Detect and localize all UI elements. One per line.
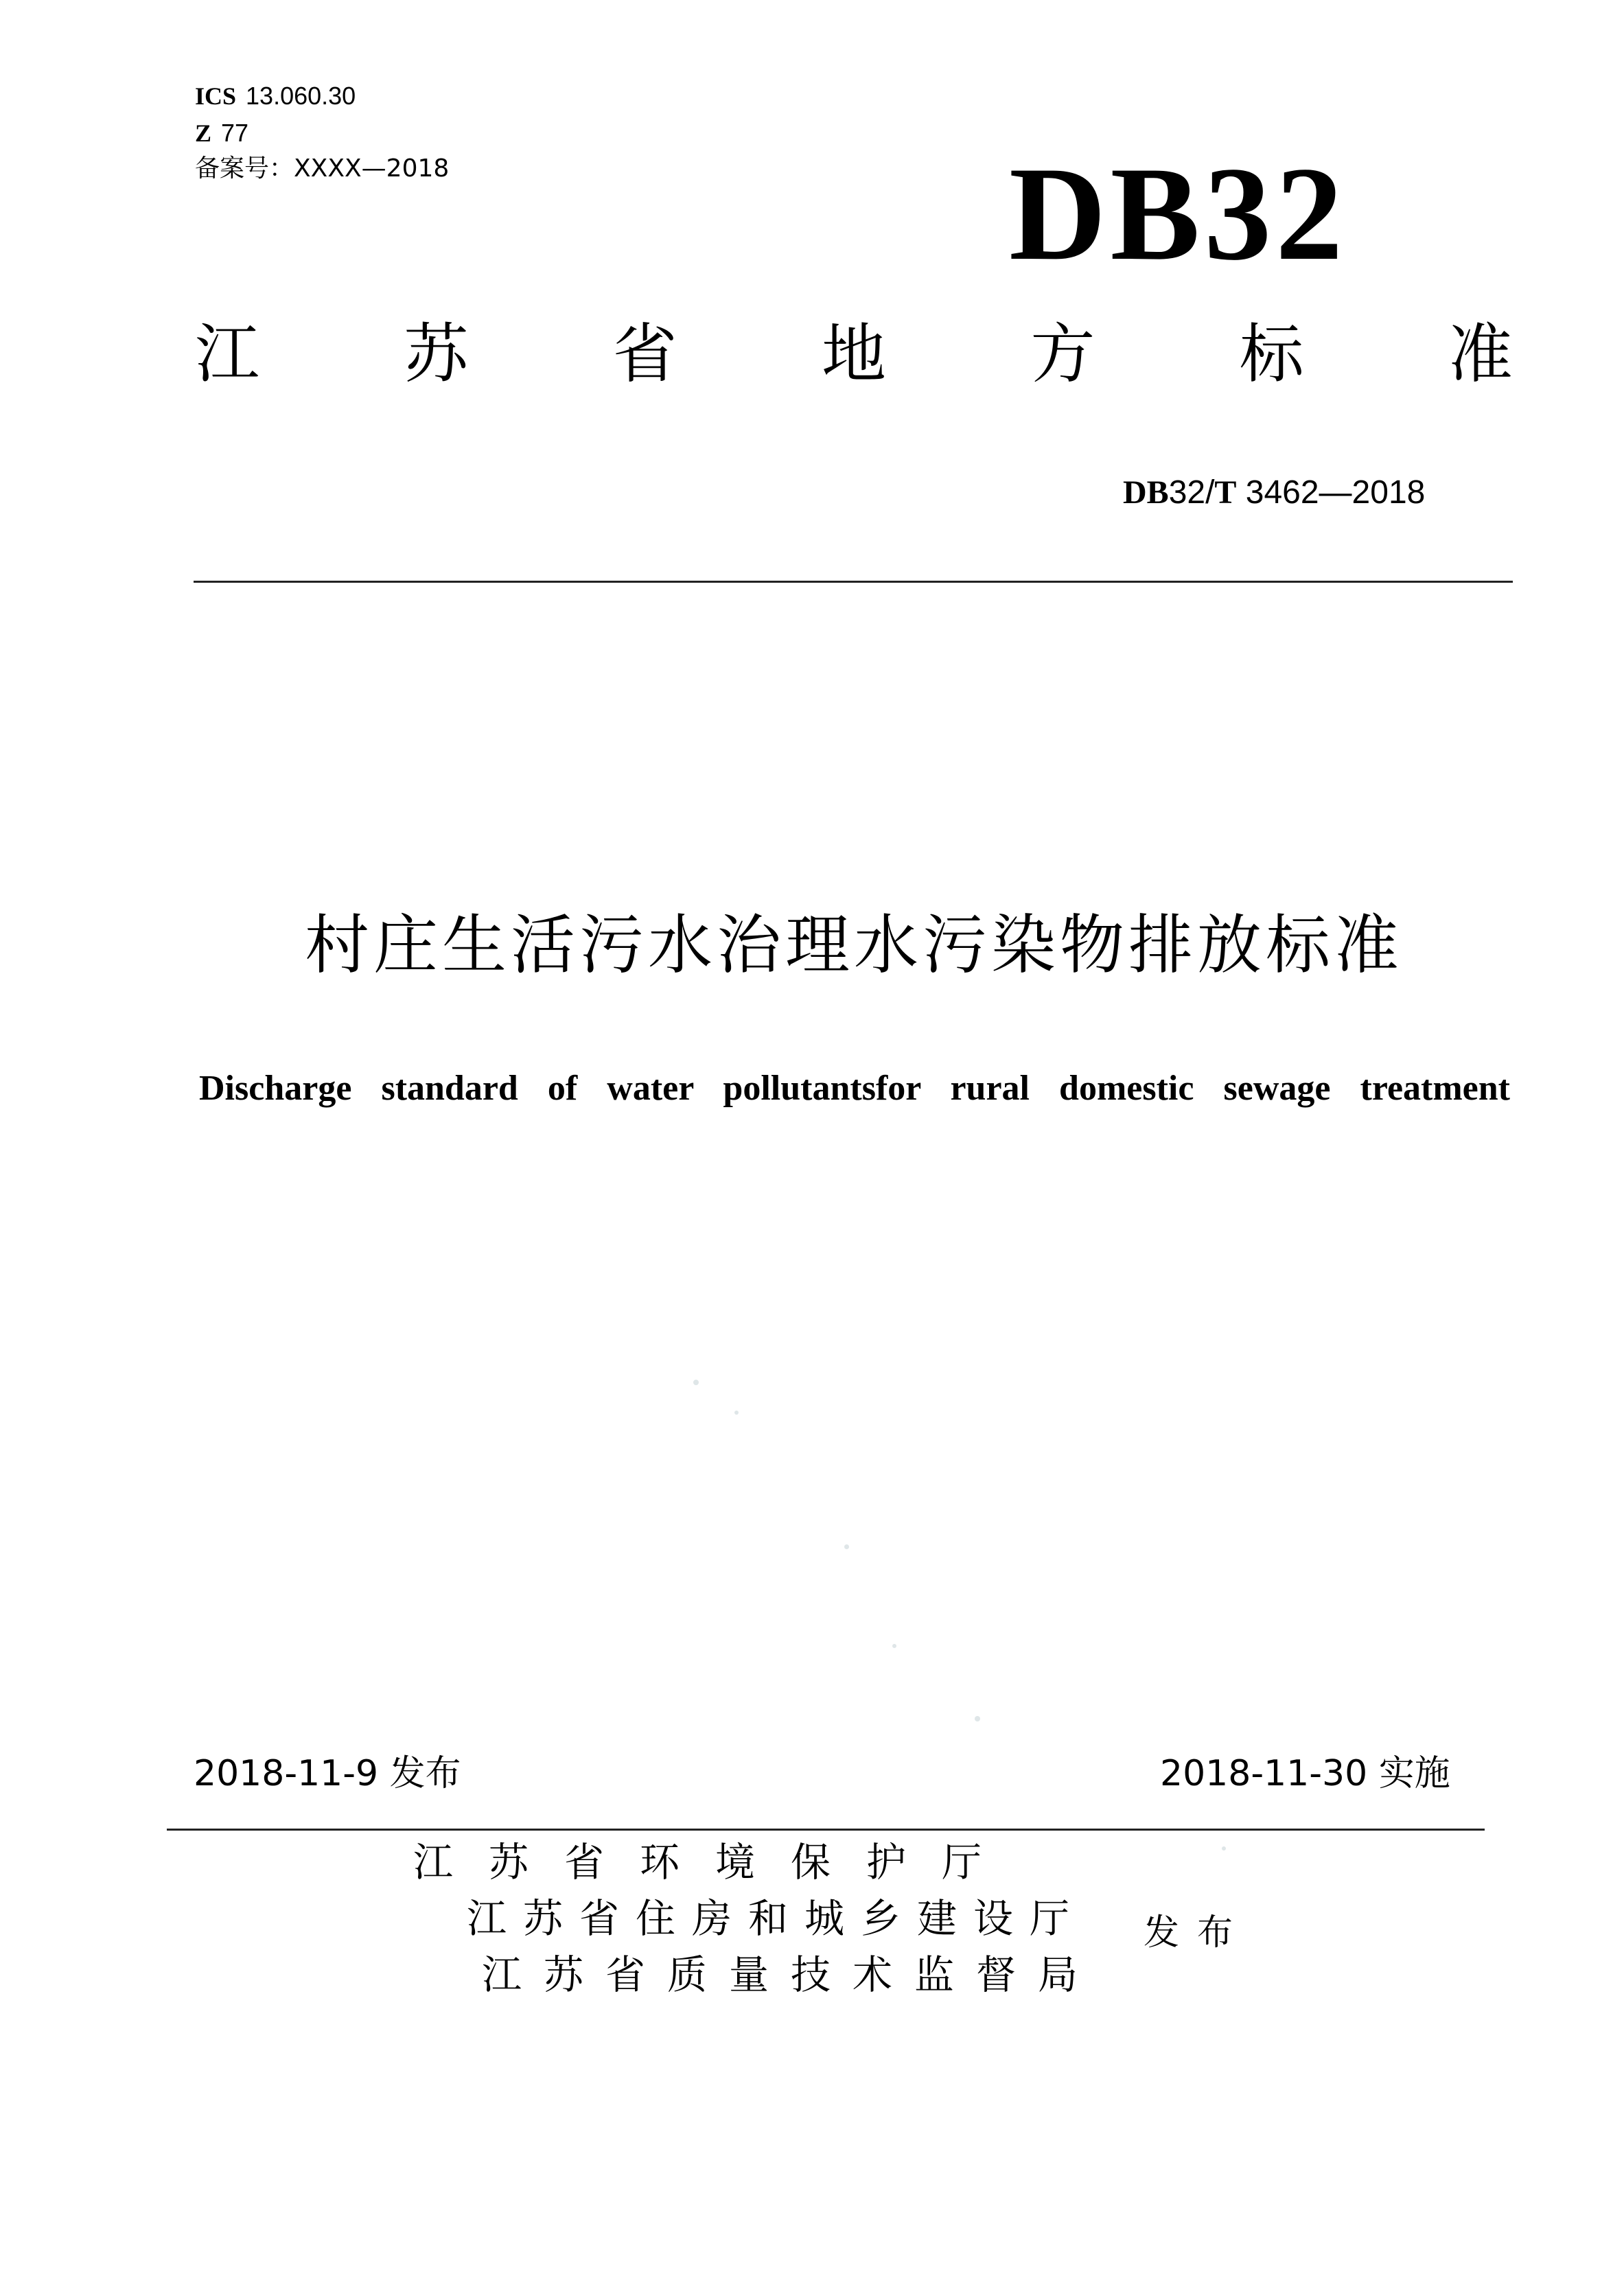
standard-number-value: 3462—2018 (1236, 474, 1426, 511)
scan-speck (975, 1716, 980, 1721)
standard-type-char: 江 (195, 317, 260, 392)
ics-label: ICS (195, 82, 237, 110)
document-title-english: Discharge standard of water pollutantsfor rural domestic sewage treatment (199, 1069, 1510, 1108)
filing-number (195, 154, 449, 184)
document-title-chinese: 村庄生活污水治理水污染物排放标准 (304, 908, 1403, 983)
scan-speck (1222, 1846, 1226, 1851)
standard-type-char: 地 (821, 317, 886, 392)
publish-label: 发布 (1144, 1912, 1251, 1953)
standard-number-body: 32/ (1168, 474, 1215, 511)
db32-logo: DB32 (1009, 139, 1347, 288)
standard-type-char: 省 (612, 317, 677, 392)
ccs-value: 77 (221, 119, 249, 147)
ccs-label: Z (195, 119, 212, 147)
filing-value: XXXX—2018 (294, 154, 450, 183)
standard-type-heading (195, 317, 1513, 393)
scan-speck (734, 1411, 739, 1415)
scan-speck (892, 1644, 896, 1648)
standard-number-letter: T (1214, 474, 1237, 511)
issuer-environmental-protection: 江苏省环境保护厅 (413, 1839, 1018, 1886)
scan-speck (844, 1544, 849, 1549)
bottom-divider (167, 1829, 1485, 1831)
publish-date: 2018-11-9 发布 (194, 1753, 461, 1794)
ics-value: 13.060.30 (246, 82, 356, 110)
issuer-quality-supervision: 江苏省质量技术监督局 (482, 1951, 1100, 1998)
standard-type-char: 准 (1448, 317, 1513, 392)
standard-type-char: 方 (1030, 317, 1095, 392)
ics-code (195, 81, 356, 111)
standard-type-char: 苏 (404, 317, 469, 392)
filing-label: 备案号： (195, 154, 294, 183)
top-divider (194, 581, 1513, 583)
implementation-date: 2018-11-30 实施 (1160, 1753, 1450, 1794)
standard-number (1123, 474, 1425, 512)
ccs-code (195, 118, 248, 148)
standard-type-char: 标 (1239, 317, 1304, 392)
scan-speck (693, 1380, 699, 1385)
issuer-housing-construction: 江苏省住房和城乡建设厅 (467, 1895, 1087, 1942)
standard-number-prefix: DB (1123, 474, 1169, 511)
